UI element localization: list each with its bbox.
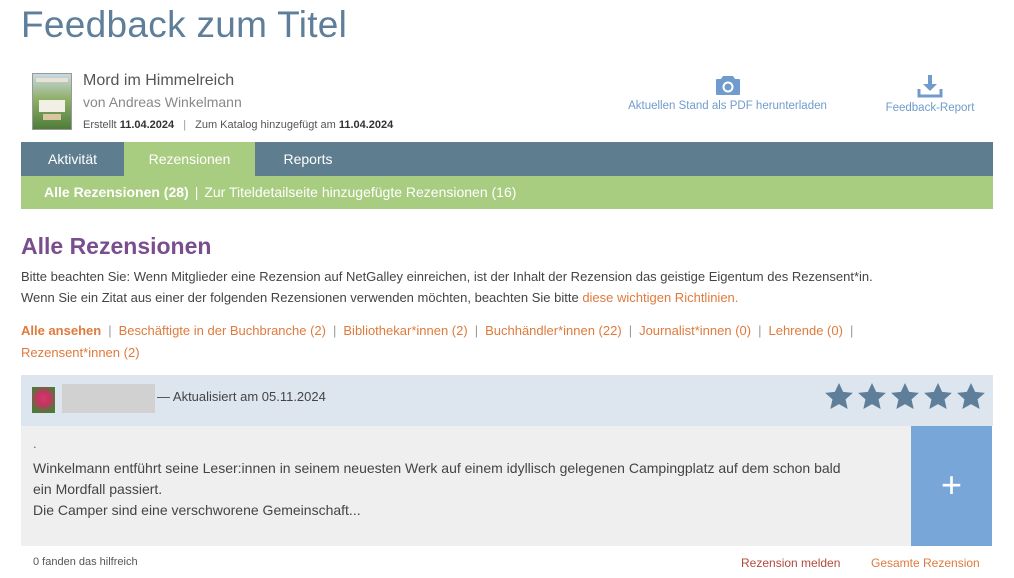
created-date: 11.04.2024 [119,119,175,131]
expand-review-button[interactable]: + [911,426,992,546]
main-tabs [21,142,993,176]
report-review-link[interactable]: Rezension melden [741,556,841,570]
catalog-date: 11.04.2024 [338,119,394,131]
filter-journalists[interactable]: Journalist*innen (0) [639,323,752,338]
book-cover-image [32,73,72,130]
star-icon [922,381,954,413]
star-icon [856,381,888,413]
star-icon [823,381,855,413]
filter-industry[interactable]: Beschäftigte in der Buchbranche (2) [118,323,326,338]
review-dot: . [33,436,37,451]
filter-educators[interactable]: Lehrende (0) [768,323,843,338]
created-label: Erstellt [83,119,117,131]
section-title: Alle Rezensionen [21,233,212,259]
download-icon [917,74,943,98]
full-review-link[interactable]: Gesamte Rezension [871,556,980,570]
tab-reports[interactable]: Reports [283,151,333,167]
review-text-line-1: Winkelmann entführt seine Leser:innen in seinem neuesten Werk auf einem idyllisch gelegenen Campingplatz auf dem schon bald [33,460,841,476]
camera-icon [715,74,741,96]
avatar [32,387,55,413]
review-header [21,375,993,426]
review-text-line-3: Die Camper sind eine verschworene Gemeinschaft... [33,502,361,518]
review-text-line-2: ein Mordfall passiert. [33,481,163,497]
tab-aktivitaet[interactable]: Aktivität [47,151,97,167]
reviewer-name-redacted [62,384,155,413]
book-title: Mord im Himmelreich [83,72,235,89]
download-pdf-button[interactable] [619,74,836,112]
review-subtabs: Alle Rezensionen (28) | Zur Titeldetailseite hinzugefügte Rezensionen (16) [21,176,993,209]
download-pdf-label: Aktuellen Stand als PDF herunterladen [628,100,827,112]
review-excerpt [33,458,903,521]
notice-line-1: Bitte beachten Sie: Wenn Mitglieder eine Rezension auf NetGalley einreichen, ist der Inhalt der Rezension das geistige Eigentum des Rezensent*in. [21,269,873,284]
book-author: von Andreas Winkelmann [83,94,242,110]
catalog-label: Zum Katalog hinzugefügt am [195,119,336,131]
review-body [21,426,911,546]
helpful-count: 0 fanden das hilfreich [33,556,138,568]
book-meta: Erstellt 11.04.2024 | Zum Katalog hinzugefügt am 11.04.2024 [83,119,394,131]
filter-librarians[interactable]: Bibliothekar*innen (2) [343,323,468,338]
star-rating [823,381,987,413]
feedback-report-label: Feedback-Report [885,102,975,114]
filter-booksellers[interactable]: Buchhändler*innen (22) [485,323,622,338]
filter-reviewers[interactable]: Rezensent*innen (2) [21,345,140,360]
tab-rezensionen[interactable]: Rezensionen [124,142,255,176]
notice-line-2: Wenn Sie ein Zitat aus einer der folgenden Rezensionen verwenden möchten, beachten Sie bitte [21,290,579,305]
page-title: Feedback zum Titel [21,4,348,45]
feedback-report-button[interactable] [878,74,982,114]
reviewer-filters: Alle ansehen | Beschäftigte in der Buchbranche (2) | Bibliothekar*innen (2) | Buchhändler*innen (22) | Journalist*innen (0) | Lehrende (0) | Rezensent*innen (2) [21,323,854,360]
star-icon [955,381,987,413]
filter-all[interactable]: Alle ansehen [21,323,102,338]
guidelines-link[interactable]: diese wichtigen Richtlinien. [582,290,739,305]
subtab-all-reviews[interactable]: Alle Rezensionen (28) [44,184,189,200]
subtab-added-reviews[interactable]: Zur Titeldetailseite hinzugefügte Rezensionen (16) [204,184,517,200]
review-updated-date: — Aktualisiert am 05.11.2024 [157,389,326,404]
star-icon [889,381,921,413]
ip-notice [21,266,991,308]
